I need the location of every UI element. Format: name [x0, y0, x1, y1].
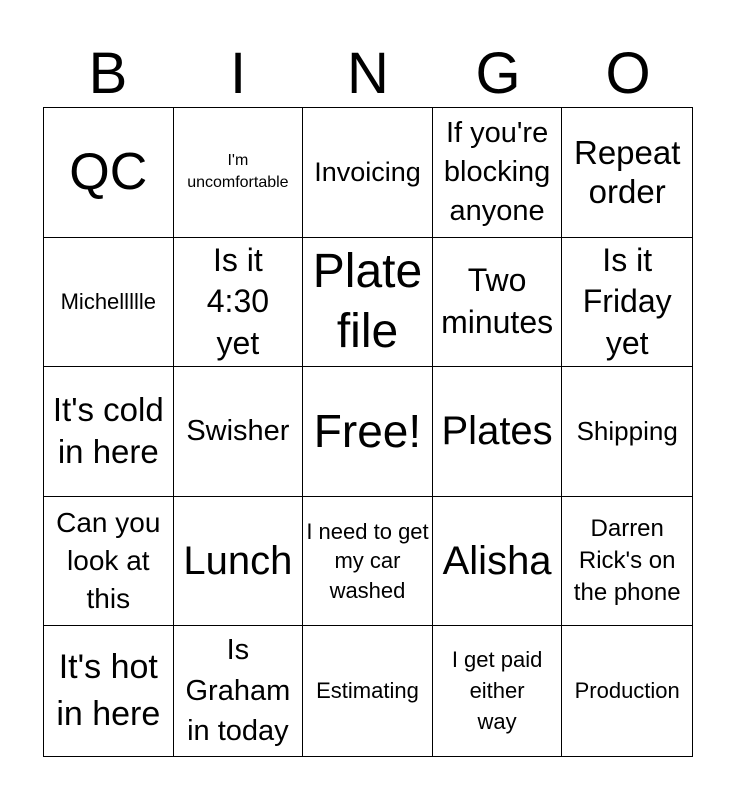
bingo-cell-r1-c2[interactable] [174, 108, 304, 238]
bingo-cell-r2-c2[interactable] [174, 238, 304, 368]
cell-text: Estimating [316, 678, 419, 703]
cell-text: Free! [313, 405, 422, 458]
cell-text: If you're blocking anyone [443, 116, 551, 227]
bingo-title [43, 40, 693, 108]
bingo-cell-r4-c4[interactable] [433, 497, 563, 627]
bingo-cell-r5-c2[interactable] [174, 626, 304, 756]
cell-text: I'm uncomfortable [187, 151, 289, 192]
bingo-cell-r1-c1[interactable] [44, 108, 174, 238]
cell-text: QC [69, 142, 148, 201]
title-letter-o: O [605, 41, 651, 106]
cell-text: Is it 4:30 yet [206, 241, 270, 361]
cell-text: I need to get my car washed [306, 518, 429, 603]
bingo-cell-r4-c3[interactable] [303, 497, 433, 627]
cell-text: Production [574, 678, 680, 703]
bingo-cell-r3-c5[interactable] [562, 367, 692, 497]
cell-text: Shipping [576, 415, 678, 446]
cell-text: Repeat order [573, 133, 681, 211]
cell-text: Plates [441, 409, 553, 454]
cell-text: Is Graham in today [185, 634, 291, 748]
bingo-cell-r5-c4[interactable] [433, 626, 563, 756]
cell-text: I get paid either way [451, 647, 543, 734]
bingo-cell-r3-c1[interactable] [44, 367, 174, 497]
cell-text: Alisha [442, 539, 552, 584]
bingo-cell-r2-c5[interactable] [562, 238, 692, 368]
bingo-cell-r2-c3[interactable] [303, 238, 433, 368]
cell-text: Invoicing [314, 157, 421, 188]
cell-text: It's cold in here [52, 390, 164, 471]
bingo-cell-r4-c5[interactable] [562, 497, 692, 627]
bingo-cell-r2-c1[interactable] [44, 238, 174, 368]
bingo-cell-r3-c3[interactable] [303, 367, 433, 497]
cell-text: It's hot in here [56, 647, 161, 734]
cell-text: Two minutes [441, 262, 554, 340]
cell-text: Michellllle [60, 288, 156, 314]
cell-text: Can you look at this [56, 507, 161, 614]
bingo-board [43, 107, 693, 757]
bingo-cell-r3-c4[interactable] [433, 367, 563, 497]
cell-text: Darren Rick's on the phone [573, 514, 681, 607]
cell-text: Swisher [186, 415, 290, 448]
bingo-cell-r4-c2[interactable] [174, 497, 304, 627]
bingo-cell-r5-c1[interactable] [44, 626, 174, 756]
cell-text: Lunch [183, 539, 293, 584]
title-letter-b: B [88, 41, 128, 106]
bingo-cell-r1-c3[interactable] [303, 108, 433, 238]
bingo-cell-r3-c2[interactable] [174, 367, 304, 497]
cell-text: Plate file [312, 244, 423, 358]
bingo-cell-r2-c4[interactable] [433, 238, 563, 368]
title-letter-g: G [475, 41, 521, 106]
bingo-cell-r1-c5[interactable] [562, 108, 692, 238]
title-letter-i: I [229, 41, 247, 106]
title-letter-n: N [347, 41, 389, 106]
cell-text: Is it Friday yet [582, 241, 672, 361]
bingo-cell-r4-c1[interactable] [44, 497, 174, 627]
bingo-cell-r1-c4[interactable] [433, 108, 563, 238]
bingo-cell-r5-c5[interactable] [562, 626, 692, 756]
bingo-cell-r5-c3[interactable] [303, 626, 433, 756]
